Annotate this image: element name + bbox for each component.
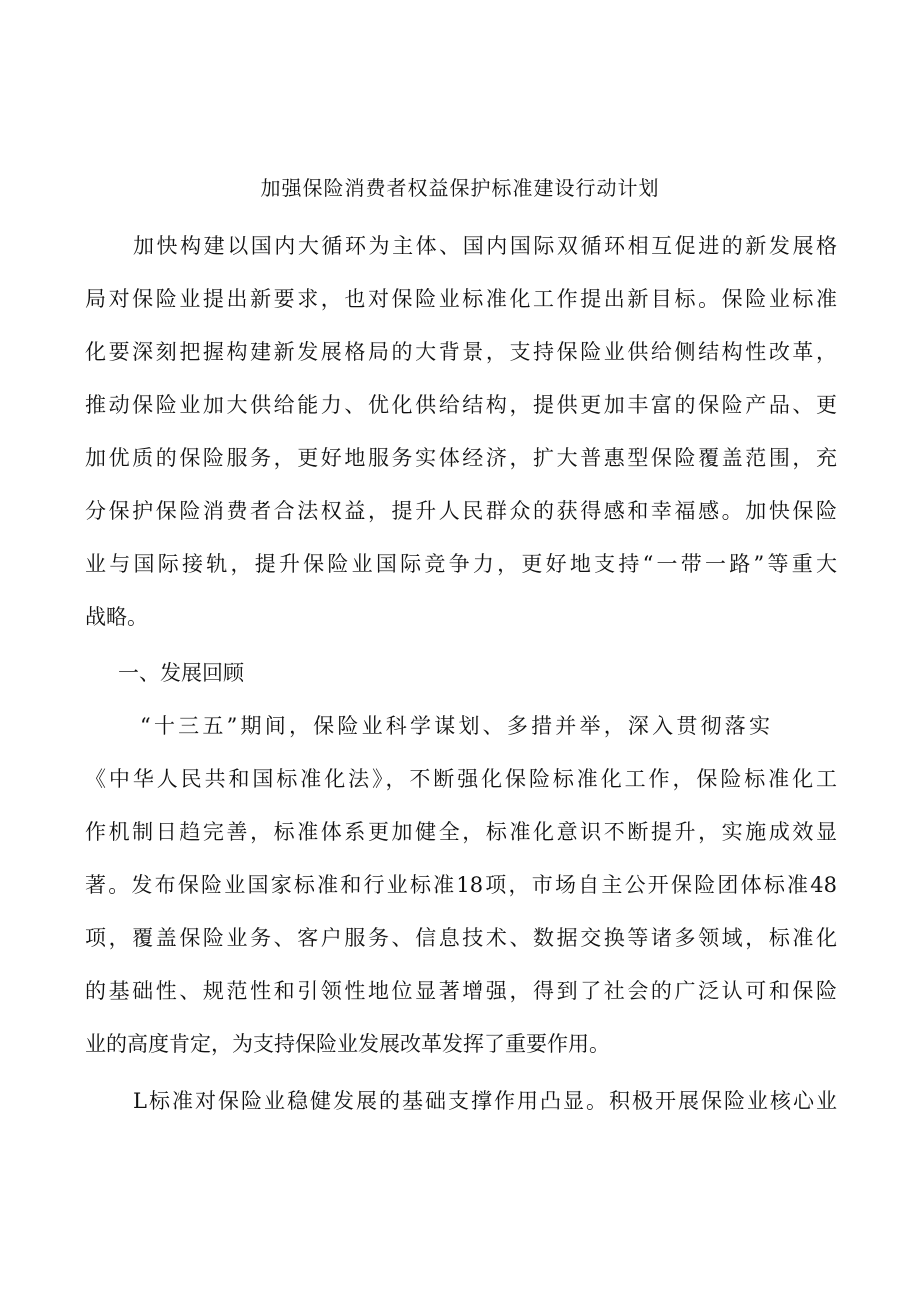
intro-line: 加优质的保险服务，更好地服务实体经济，扩大普惠型保险覆盖范围，充 [85, 446, 837, 470]
section-heading: 一、发展回顾 [118, 661, 244, 685]
intro-line: 战略。 [85, 605, 148, 629]
intro-line: 局对保险业提出新要求，也对保险业标准化工作提出新目标。保险业标准 [85, 287, 837, 311]
intro-line: 业与国际接轨，提升保险业国际竞争力，更好地支持“一带一路”等重大 [85, 552, 837, 576]
review-line: 《中华人民共和国标准化法》，不断强化保险标准化工作，保险标准化工 [85, 767, 837, 791]
review-line: 业的高度肯定，为支持保险业发展改革发挥了重要作用。 [85, 1032, 610, 1056]
review-line: 作机制日趋完善，标准体系更加健全，标准化意识不断提升，实施成效显 [85, 820, 837, 844]
intro-line: 加快构建以国内大循环为主体、国内国际双循环相互促进的新发展格 [133, 234, 837, 258]
review-line: “十三五”期间，保险业科学谋划、多措并举，深入贯彻落实 [140, 714, 770, 738]
review-line: 著。发布保险业国家标准和行业标准18项，市场自主公开保险团体标准48 [85, 873, 837, 897]
intro-line: 推动保险业加大供给能力、优化供给结构，提供更加丰富的保险产品、更 [85, 393, 837, 417]
document-title: 加强保险消费者权益保护标准建设行动计划 [260, 176, 660, 200]
paragraph-line: L标准对保险业稳健发展的基础支撑作用凸显。积极开展保险业核心业 [133, 1089, 837, 1113]
intro-line: 分保护保险消费者合法权益，提升人民群众的获得感和幸福感。加快保险 [85, 499, 837, 523]
review-line: 的基础性、规范性和引领性地位显著增强，得到了社会的广泛认可和保险 [85, 979, 837, 1003]
review-line: 项，覆盖保险业务、客户服务、信息技术、数据交换等诸多领域，标准化 [85, 926, 837, 950]
intro-line: 化要深刻把握构建新发展格局的大背景，支持保险业供给侧结构性改革， [85, 340, 837, 364]
